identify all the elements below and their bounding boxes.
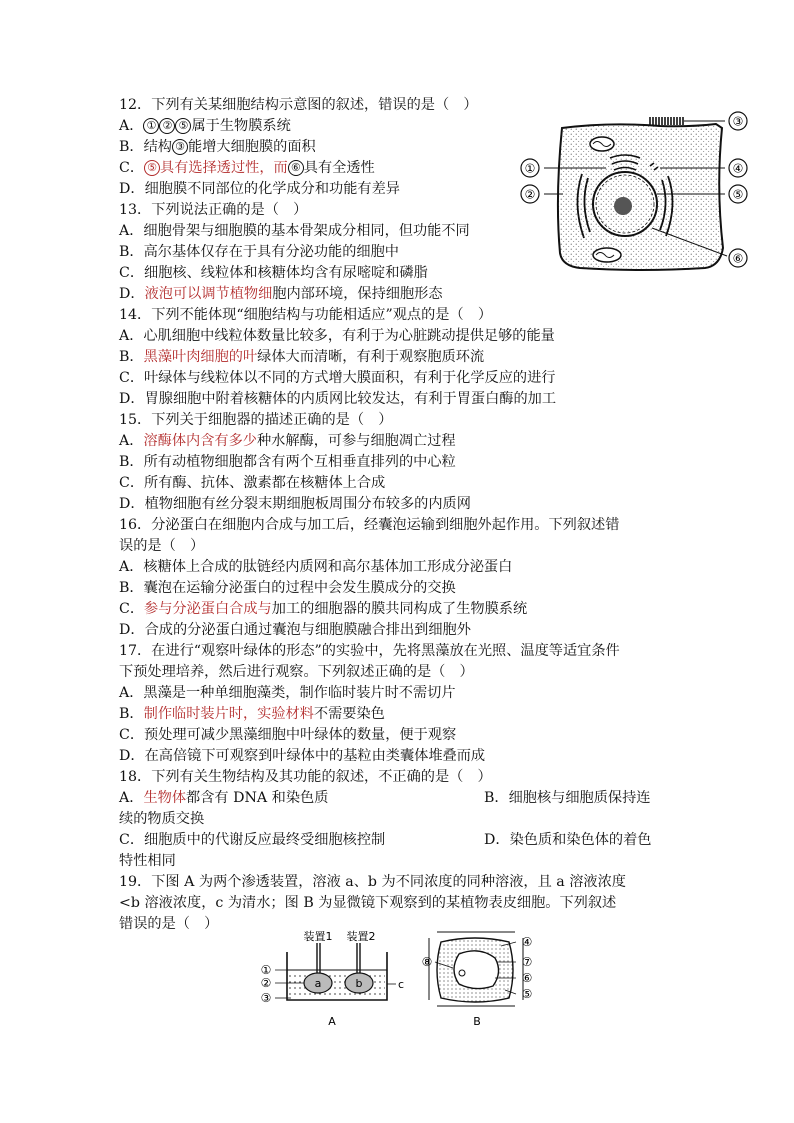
q12-stem: 12．下列有关某细胞结构示意图的叙述，错误的是（ ） (119, 97, 478, 113)
q18-option-d-line2: 特性相同 (119, 853, 176, 869)
q12-option-d: D．细胞膜不同部位的化学成分和功能有差异 (119, 181, 400, 197)
q16-option-d: D．合成的分泌蛋白通过囊泡与细胞膜融合排出到细胞外 (119, 622, 471, 638)
q12-option-a: A． ① ② ⑤ 属于生物膜系统 (119, 118, 291, 134)
figB-label-7: ⑦ (521, 955, 533, 969)
solution-c-label: c (397, 978, 405, 991)
figB-label-8: ⑧ (421, 955, 433, 969)
q18-option-c: C．细胞质中的代谢反应最终受细胞核控制 (119, 832, 386, 848)
q15-option-d: D．植物细胞有丝分裂末期细胞板周围分布较多的内质网 (119, 496, 471, 512)
solution-b-label: b (355, 977, 363, 990)
q15-stem: 15．下列关于细胞器的描述正确的是（ ） (119, 412, 393, 428)
cell-label-1: ① (524, 161, 536, 176)
cell-label-4: ④ (732, 161, 744, 176)
figA-label-1: ① (260, 963, 272, 977)
q17-option-d: D．在高倍镜下可观察到叶绿体中的基粒由类囊体堆叠而成 (119, 748, 486, 764)
q17-option-a: A．黑藻是一种单细胞藻类，制作临时装片时不需切片 (119, 685, 456, 701)
q13-stem: 13．下列说法正确的是（ ） (119, 202, 308, 218)
q14-option-d: D．胃腺细胞中附着核糖体的内质网比较发达，有利于胃蛋白酶的加工 (119, 391, 557, 407)
beaker (287, 952, 387, 1000)
figB-caption: B (473, 1015, 481, 1028)
microvilli (650, 117, 683, 125)
q13-option-b: B．高尔基体仅存在于具有分泌功能的细胞中 (119, 244, 399, 260)
q16-option-b: B．囊泡在运输分泌蛋白的过程中会发生膜成分的交换 (119, 580, 456, 596)
q13-option-c: C．细胞核、线粒体和核糖体均含有尿嘧啶和磷脂 (119, 265, 428, 281)
figB-label-4: ④ (521, 935, 533, 949)
vacuole (454, 951, 499, 989)
q12-option-c: C． ⑤ 具有选择透过性，而 ⑥ 具有全透性 (119, 160, 375, 176)
nucleus (459, 970, 465, 976)
plant-cell-figure-B (415, 928, 540, 1030)
cell-label-2: ② (524, 187, 536, 202)
cell-structure-figure (510, 108, 760, 273)
mitochondrion (593, 248, 621, 262)
q18-option-b-line2: 续的物质交换 (119, 811, 205, 827)
q15-option-c: C．所有酶、抗体、激素都在核糖体上合成 (119, 475, 386, 491)
q12-option-b: B．结构 ③ 能增大细胞膜的面积 (119, 139, 316, 155)
cell-label-6: ⑥ (732, 251, 744, 266)
q14-option-c: C．叶绿体与线粒体以不同的方式增大膜面积，有利于化学反应的进行 (119, 370, 556, 386)
osmosis-device-figure-A (255, 926, 415, 1030)
q18-option-d-line1: D．染色质和染色体的着色 (484, 832, 652, 848)
figB-label-6: ⑥ (521, 971, 533, 985)
device2-label: 装置2 (346, 930, 376, 943)
q16-option-a: A．核糖体上合成的肽链经内质网和高尔基体加工形成分泌蛋白 (119, 559, 513, 575)
q15-option-b: B．所有动植物细胞都含有两个互相垂直排列的中心粒 (119, 454, 456, 470)
q19-stem-line2: <b 溶液浓度，c 为清水；图 B 为显微镜下观察到的某植物表皮细胞。下列叙述 (119, 895, 617, 911)
q16-option-c: C．参与分泌蛋白合成与加工的细胞器的膜共同构成了生物膜系统 (119, 601, 528, 617)
q18-stem: 18．下列有关生物结构及其功能的叙述，不正确的是（ ） (119, 769, 492, 785)
q16-stem-line2: 误的是（ ） (119, 538, 205, 554)
figB-label-5: ⑤ (521, 987, 533, 1001)
q15-option-a: A．溶酶体内含有多少种水解酶，可参与细胞凋亡过程 (119, 433, 456, 449)
q19-stem-line1: 19．下图 A 为两个渗透装置，溶液 a、b 为不同浓度的同种溶液，且 a 溶液浓度 (119, 874, 626, 890)
device1-label: 装置1 (303, 930, 333, 943)
figA-label-3: ③ (260, 991, 272, 1005)
q17-option-c: C．预处理可减少黑藻细胞中叶绿体的数量，便于观察 (119, 727, 457, 743)
figA-label-2: ② (260, 976, 272, 990)
q14-option-a: A．心肌细胞中线粒体数量比较多，有利于为心脏跳动提供足够的能量 (119, 328, 555, 344)
q17-stem-line2: 下预处理培养，然后进行观察。下列叙述正确的是（ ） (119, 664, 474, 680)
q16-stem-line1: 16．分泌蛋白在细胞内合成与加工后，经囊泡运输到细胞外起作用。下列叙述错 (119, 517, 620, 533)
q14-stem: 14．下列不能体现“细胞结构与功能相适应”观点的是（ ） (119, 307, 493, 323)
q13-option-a: A．细胞骨架与细胞膜的基本骨架成分相同，但功能不同 (119, 223, 470, 239)
q17-option-b: B．制作临时装片时，实验材料不需要染色 (119, 706, 385, 722)
q13-option-d: D．液泡可以调节植物细胞内部环境，保持细胞形态 (119, 286, 443, 302)
q17-stem-line1: 17．在进行“观察叶绿体的形态”的实验中，先将黑藻放在光照、温度等适宜条件 (119, 643, 620, 659)
solution-a-label: a (314, 977, 322, 990)
nucleolus (614, 197, 632, 215)
cell-label-5: ⑤ (732, 187, 744, 202)
q14-option-b: B．黑藻叶肉细胞的叶绿体大而清晰，有利于观察胞质环流 (119, 349, 485, 365)
figA-caption: A (328, 1015, 336, 1028)
cell-label-3: ③ (732, 114, 744, 129)
q18-option-a: A．生物体都含有 DNA 和染色质 (119, 790, 329, 806)
q18-option-b-line1: B．细胞核与细胞质保持连 (484, 790, 651, 806)
q19-stem-line3: 错误的是（ ） (119, 916, 219, 932)
